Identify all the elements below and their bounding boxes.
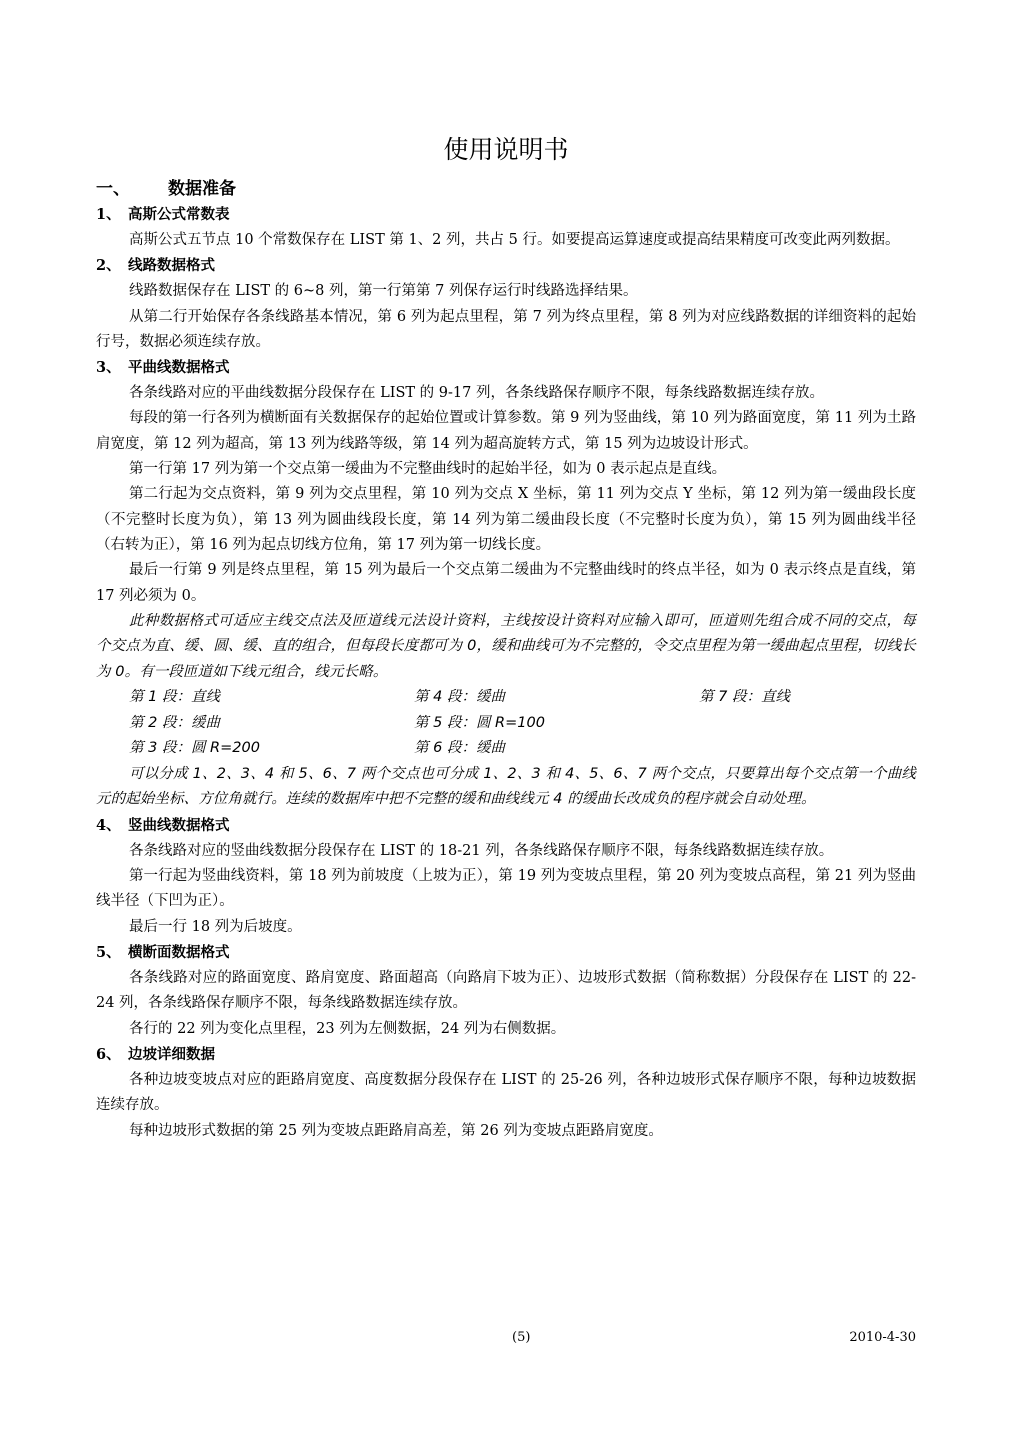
paragraph: 每种边坡形式数据的第 25 列为变坡点距路肩高差，第 26 列为变坡点距路肩宽度。: [129, 1122, 663, 1139]
paragraph: 第一行起为竖曲线资料，第 18 列为前坡度（上坡为正），第 19 列为变坡点里程，第 20 列为变坡点高程，第 21 列为竖曲线半径（下凹为正）。: [96, 868, 916, 910]
segment-item: [699, 736, 949, 762]
paragraph: 各条线路对应的平曲线数据分段保存在 LIST 的 9-17 列，各条线路保存顺序不限，每条线路数据连续存放。: [129, 385, 824, 402]
section-title: 竖曲线数据格式: [128, 816, 230, 834]
section-heading-5: [96, 940, 916, 966]
italic-note: 可以分成 1、2、3、4 和 5、6、7 两个交点也可分成 1、2、3 和 4、5、6、7 两个交点，只要算出每个交点第一个曲线元的起始坐标、方位角就行。连续的数据库中把不完整的缓和曲线线元 4 的缓曲长改成负的程序就会自动处理。: [96, 765, 916, 808]
chapter-number: 一、: [96, 179, 130, 199]
page-title: 使用说明书: [443, 135, 569, 164]
section-heading-2: [96, 253, 916, 279]
paragraph: 最后一行 18 列为后坡度。: [129, 918, 302, 935]
section-title: 高斯公式常数表: [128, 206, 230, 223]
segment-item: 第 5 段：圆 R=100: [414, 714, 545, 731]
paragraph: 各条线路对应的竖曲线数据分段保存在 LIST 的 18-21 列，各条线路保存顺序不限，每条线路数据连续存放。: [129, 842, 834, 859]
section-number: 3、: [96, 359, 121, 377]
document-body: [96, 176, 916, 1144]
section-number: 6、: [96, 1045, 121, 1063]
segment-item: 第 2 段：缓曲: [129, 714, 220, 731]
section-title: 边坡详细数据: [128, 1045, 215, 1063]
segment-item: 第 1 段：直线: [129, 689, 220, 706]
section-number: 1、: [96, 206, 121, 223]
section-number: 5、: [96, 944, 121, 962]
paragraph: 各行的 22 列为变化点里程，23 列为左侧数据，24 列为右侧数据。: [129, 1020, 566, 1037]
section-heading-3: [96, 355, 916, 381]
segment-item: 第 4 段：缓曲: [414, 689, 505, 706]
section-number: 4、: [96, 816, 121, 834]
paragraph: 第二行起为交点资料，第 9 列为交点里程，第 10 列为交点 X 坐标，第 11 列为交点 Y 坐标，第 12 列为第一缓曲段长度（不完整时长度为负），第 13 列为圆曲线段长度，第 14 列为第二缓曲段长度（不完整时长度为负），第 15 列为圆曲线半径（右转为正），第 16 列为起点切线方位角，第 17 列为第一切线长度。: [96, 486, 916, 553]
segment-list: [96, 685, 916, 762]
section-title: 平曲线数据格式: [128, 359, 230, 377]
paragraph: 最后一行第 9 列是终点里程，第 15 列为最后一个交点第二缓曲为不完整曲线时的终点半径，如为 0 表示终点是直线，第 17 列必须为 0。: [96, 562, 916, 604]
paragraph: 各种边坡变坡点对应的距路肩宽度、高度数据分段保存在 LIST 的 25-26 列，各种边坡形式保存顺序不限，每种边坡数据连续存放。: [96, 1071, 916, 1114]
section-heading-1: [96, 202, 916, 228]
paragraph: 从第二行开始保存各条线路基本情况，第 6 列为起点里程，第 7 列为终点里程，第 8 列为对应线路数据的详细资料的起始行号，数据必须连续存放。: [96, 308, 916, 350]
section-title: 线路数据格式: [128, 257, 215, 275]
segment-item: [699, 711, 949, 737]
page-footer: [96, 1330, 916, 1352]
segment-item: 第 7 段：直线: [699, 689, 790, 706]
paragraph: 高斯公式五节点 10 个常数保存在 LIST 第 1、2 列，共占 5 行。如要提高运算速度或提高结果精度可改变此两列数据。: [129, 232, 900, 248]
section-heading-4: [96, 813, 916, 839]
paragraph: 各条线路对应的路面宽度、路肩宽度、路面超高（向路肩下坡为正）、边坡形式数据（简称数据）分段保存在 LIST 的 22-24 列，各条线路保存顺序不限，每条线路数据连续存放。: [96, 970, 916, 1012]
segment-item: 第 3 段：圆 R=200: [129, 740, 260, 757]
chapter-label: 数据准备: [168, 179, 236, 199]
paragraph: 线路数据保存在 LIST 的 6~8 列，第一行第第 7 列保存运行时线路选择结果。: [129, 283, 638, 300]
section-title: 横断面数据格式: [128, 944, 230, 962]
section-heading-6: [96, 1042, 916, 1068]
paragraph: 第一行第 17 列为第一个交点第一缓曲为不完整曲线时的起始半径，如为 0 表示起点是直线。: [129, 461, 727, 478]
section-number: 2、: [96, 257, 121, 275]
paragraph: 每段的第一行各列为横断面有关数据保存的起始位置或计算参数。第 9 列为竖曲线，第 10 列为路面宽度，第 11 列为土路肩宽度，第 12 列为超高，第 13 列为线路等级，第 14 列为超高旋转方式，第 15 列为边坡设计形式。: [96, 410, 916, 452]
segment-item: 第 6 段：缓曲: [414, 740, 505, 757]
footer-date: 2010-4-30: [849, 1330, 916, 1345]
page-number: (5): [512, 1330, 531, 1345]
chapter-heading: [96, 176, 916, 202]
italic-note: 此种数据格式可适应主线交点法及匝道线元法设计资料，主线按设计资料对应输入即可，匝道则先组合成不同的交点，每个交点为直、缓、圆、缓、直的组合，但每段长度都可为 0，缓和曲线可为不完整的，令交点里程为第一缓曲起点里程，切线长为 0。有一段匝道如下线元组合，线元长略。: [96, 612, 916, 680]
